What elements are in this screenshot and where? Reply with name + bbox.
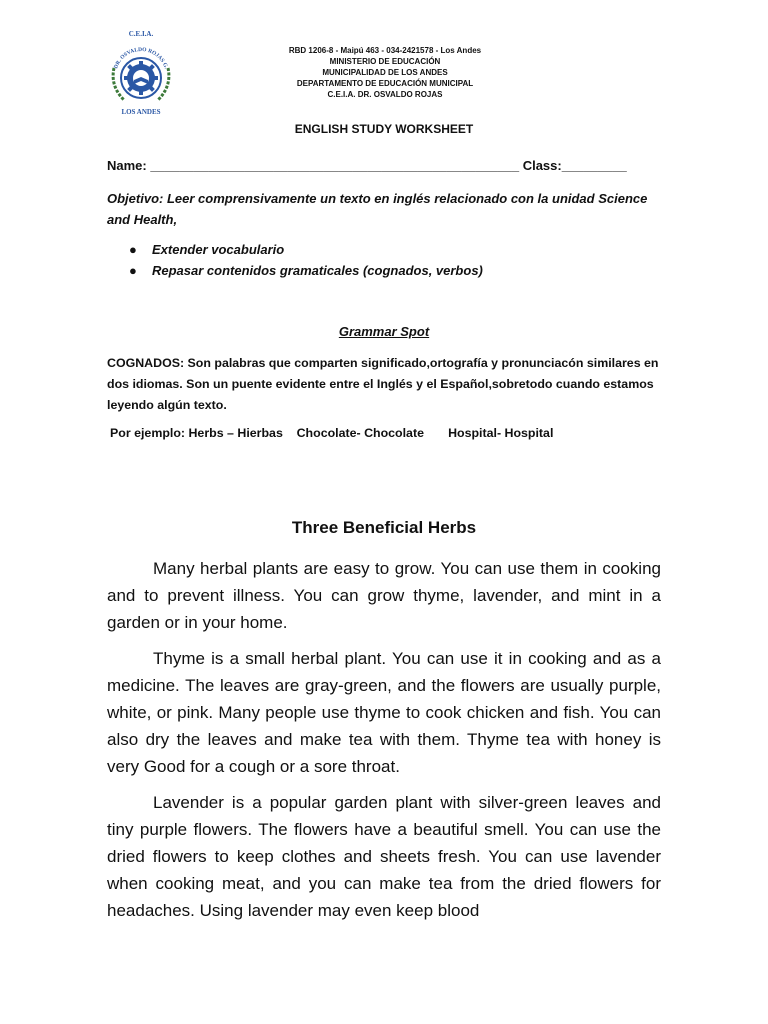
- bullet-icon: ●: [129, 263, 137, 278]
- bullet-icon: ●: [129, 242, 137, 257]
- logo-arc-textpath: DR. OSVALDO ROJAS G.: [113, 46, 169, 70]
- department-line: DEPARTAMENTO DE EDUCACIÓN MUNICIPAL: [296, 79, 474, 88]
- school-address: RBD 1206-8 - Maipú 463 - 034-2421578 - Los Andes: [288, 46, 482, 55]
- reading-paragraph: Lavender is a popular garden plant with silver-green leaves and tiny purple flowers. The flowers have a beautiful smell. You can use the dried flowers to keep clothes and sheets fresh. You can use lavender when cooking meat, and you can make tea from the dried flowers for headaches. Using lavender may even keep blood: [107, 793, 661, 920]
- logo-top-text: C.E.I.A.: [128, 30, 154, 38]
- name-class-line: Name: ___________________________________________________ Class:_________: [107, 158, 627, 173]
- worksheet-title: ENGLISH STUDY WORKSHEET: [294, 122, 474, 136]
- grammar-spot-title: Grammar Spot: [338, 324, 430, 339]
- objective-text: Objetivo: Leer comprensivamente un texto en inglés relacionado con la unidad Science and Health,: [107, 191, 648, 227]
- logo-bottom-text: LOS ANDES: [121, 108, 161, 116]
- reading-paragraph: Many herbal plants are easy to grow. You can use them in cooking and to prevent illness. You can grow thyme, lavender, and mint in a garden or in your home.: [107, 559, 661, 632]
- school-info: [200, 45, 570, 100]
- reading-text: [107, 555, 661, 933]
- municipality-line: MUNICIPALIDAD DE LOS ANDES: [322, 68, 448, 77]
- ministry-line: MINISTERIO DE EDUCACIÓN: [329, 57, 441, 66]
- objective-item-text: Extender vocabulario: [152, 242, 285, 257]
- school-logo: [104, 28, 178, 118]
- cognados-definition: COGNADOS: Son palabras que comparten significado,ortografía y pronunciacón similares en dos idiomas. Son un puente evidente entre el Inglés y el Español,sobretodo cuando estamos leyendo algún texto.: [107, 356, 659, 412]
- objective-item: [107, 239, 667, 260]
- reading-paragraph: Thyme is a small herbal plant. You can use it in cooking and as a medicine. The leaves are gray-green, and the flowers are usually purple, white, or pink. Many people use thyme to cook chicken and fish. You can also dry the leaves and make tea with them. Thyme tea with honey is very Good for a cough or a sore throat.: [107, 649, 661, 776]
- objective-item-text: Repasar contenidos gramaticales (cognados, verbos): [152, 263, 483, 278]
- objective-item: [107, 260, 667, 281]
- school-name-line: C.E.I.A. DR. OSVALDO ROJAS: [327, 90, 443, 99]
- objective-list: [107, 239, 667, 281]
- cognados-examples: Por ejemplo: Herbs – Hierbas Chocolate- Chocolate Hospital- Hospital: [110, 426, 554, 440]
- reading-title: Three Beneficial Herbs: [291, 518, 477, 537]
